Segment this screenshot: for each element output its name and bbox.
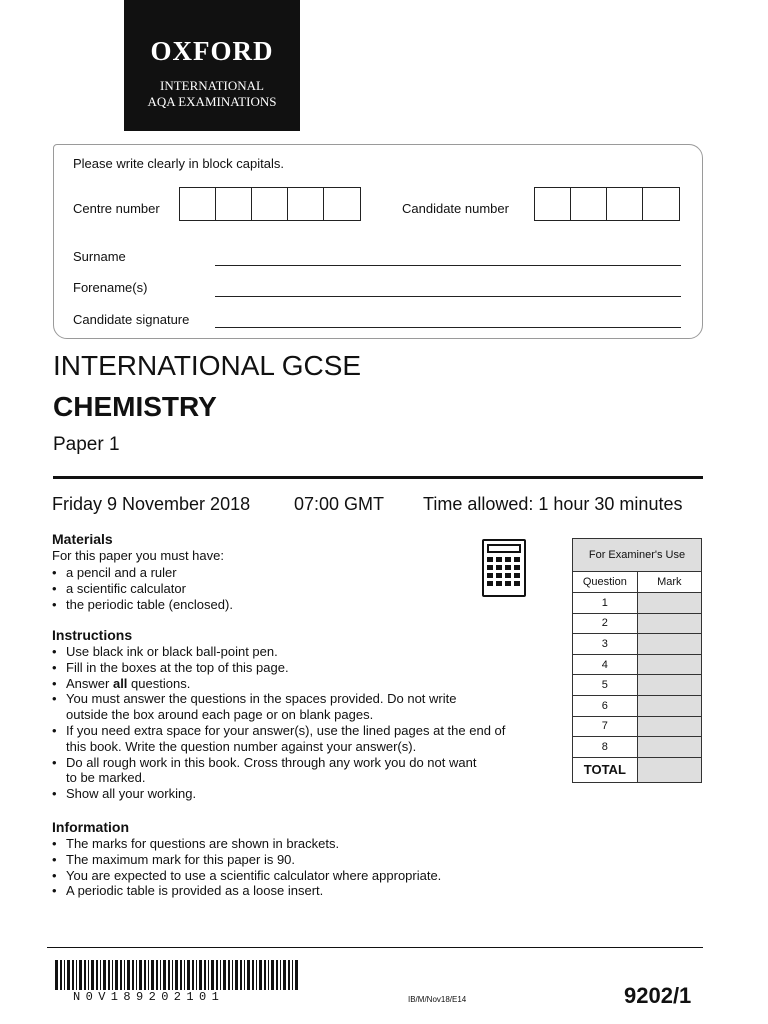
list-item: • Show all your working. — [52, 786, 505, 802]
mark-cell — [637, 737, 701, 758]
list-item-continuation — [52, 739, 505, 755]
centre-number-box[interactable] — [180, 188, 216, 220]
paper-code: 9202/1 — [624, 983, 692, 1008]
calculator-icon — [482, 539, 526, 597]
barcode-bar — [115, 960, 118, 990]
list-item: • a pencil and a ruler — [52, 565, 233, 581]
centre-number-box[interactable] — [252, 188, 288, 220]
list-item: • The maximum mark for this paper is 90. — [52, 852, 441, 868]
barcode-bar — [139, 960, 142, 990]
information-heading: Information — [52, 819, 129, 835]
mark-column-header: Mark — [637, 572, 701, 593]
question-column-header: Question — [573, 572, 638, 593]
barcode-bar — [244, 960, 245, 990]
title-divider — [53, 476, 703, 479]
barcode-bar — [160, 960, 161, 990]
candidate-number-box[interactable] — [535, 188, 571, 220]
surname-field[interactable] — [215, 265, 681, 266]
list-item: • Answer all questions. — [52, 676, 505, 692]
barcode-bar — [60, 960, 62, 990]
barcode-bar — [100, 960, 101, 990]
centre-number-box[interactable] — [216, 188, 252, 220]
subject-title: CHEMISTRY — [53, 391, 217, 422]
barcode-bar — [256, 960, 257, 990]
calculator-icon-graphic — [484, 541, 524, 595]
materials-list — [52, 565, 233, 612]
barcode-bar — [91, 960, 94, 990]
materials-heading: Materials — [52, 531, 113, 547]
barcode-bar — [127, 960, 130, 990]
barcode-bar — [199, 960, 202, 990]
barcode-bar — [259, 960, 262, 990]
question-number: 5 — [573, 675, 638, 696]
surname-label: Surname — [73, 249, 126, 264]
barcode-bar — [235, 960, 238, 990]
centre-number-label: Centre number — [73, 201, 160, 216]
barcode-bar — [163, 960, 166, 990]
logo-line-3: AQA EXAMINATIONS — [147, 94, 277, 109]
candidate-number-box[interactable] — [643, 188, 679, 220]
barcode-bar — [208, 960, 209, 990]
mark-cell — [637, 716, 701, 737]
barcode-bar — [184, 960, 185, 990]
examiner-table-title: For Examiner's Use — [573, 539, 702, 572]
candidate-signature-label: Candidate signature — [73, 312, 190, 327]
barcode-bar — [187, 960, 190, 990]
barcode-bar — [240, 960, 242, 990]
candidate-number-box[interactable] — [607, 188, 643, 220]
continuation-text: this book. Write the question number against your answer(s). — [66, 738, 417, 754]
barcode-bar — [64, 960, 65, 990]
barcode-bar — [55, 960, 58, 990]
barcode-bar — [292, 960, 293, 990]
block-capitals-instruction: Please write clearly in block capitals. — [73, 156, 284, 171]
total-label: TOTAL — [573, 757, 638, 782]
barcode-bar — [88, 960, 89, 990]
barcode-bar — [216, 960, 218, 990]
list-item: • The marks for questions are shown in brackets. — [52, 836, 441, 852]
barcode-bar — [232, 960, 233, 990]
question-number: 3 — [573, 634, 638, 655]
candidate-number-label: Candidate number — [402, 201, 509, 216]
total-row — [573, 757, 702, 782]
barcode-bar — [196, 960, 197, 990]
continuation-text: to be marked. — [66, 770, 146, 786]
mark-cell — [637, 634, 701, 655]
list-item: • the periodic table (enclosed). — [52, 597, 233, 613]
barcode-bar — [96, 960, 98, 990]
question-number: 4 — [573, 654, 638, 675]
mark-cell — [637, 593, 701, 614]
barcode-bar — [276, 960, 278, 990]
mark-cell — [637, 675, 701, 696]
forenames-label: Forename(s) — [73, 280, 148, 295]
barcode-bar — [156, 960, 158, 990]
barcode-bar — [228, 960, 230, 990]
barcode-bar — [180, 960, 182, 990]
candidate-number-box[interactable] — [571, 188, 607, 220]
barcode-bar — [67, 960, 70, 990]
centre-number-box[interactable] — [288, 188, 324, 220]
logo-line-2: INTERNATIONAL — [160, 78, 264, 93]
barcode-bar — [264, 960, 266, 990]
list-item: • You are expected to use a scientific calculator where appropriate. — [52, 868, 441, 884]
list-item: • A periodic table is provided as a loose insert. — [52, 883, 441, 899]
instructions-heading: Instructions — [52, 627, 133, 643]
barcode-bar — [268, 960, 269, 990]
mark-cell — [637, 695, 701, 716]
barcode-bar — [223, 960, 226, 990]
list-item: • a scientific calculator — [52, 581, 233, 597]
barcode-bar — [148, 960, 149, 990]
barcode-bar — [144, 960, 146, 990]
table-row — [573, 675, 702, 696]
mark-cell — [637, 613, 701, 634]
centre-number-box[interactable] — [324, 188, 360, 220]
question-number: 2 — [573, 613, 638, 634]
footer-divider — [47, 947, 703, 948]
barcode-bar — [136, 960, 137, 990]
information-list — [52, 836, 441, 899]
barcode-bar — [175, 960, 178, 990]
oxford-aqa-logo — [124, 0, 300, 131]
centre-number-boxes[interactable] — [179, 187, 361, 221]
exam-date: Friday 9 November 2018 — [52, 494, 251, 514]
barcode-number: N0V189202101 — [73, 990, 225, 1004]
barcode-bar — [271, 960, 274, 990]
table-row — [573, 654, 702, 675]
barcode-bar — [103, 960, 106, 990]
barcode-bar — [84, 960, 86, 990]
barcode-bar — [72, 960, 74, 990]
list-item-continuation — [52, 770, 505, 786]
list-item: • Use black ink or black ball-point pen. — [52, 644, 505, 660]
instructions-list — [52, 644, 505, 802]
candidate-details-box — [53, 144, 703, 339]
list-item: • Do all rough work in this book. Cross through any work you do not want — [52, 755, 505, 771]
list-item: • If you need extra space for your answer(s), use the lined pages at the end of — [52, 723, 505, 739]
paper-reference: IB/M/Nov18/E14 — [408, 995, 467, 1004]
qualification-title: INTERNATIONAL GCSE — [53, 350, 362, 381]
barcode-graphic — [55, 960, 299, 990]
barcode-bar — [151, 960, 154, 990]
question-number: 1 — [573, 593, 638, 614]
barcode-bar — [288, 960, 290, 990]
barcode-bar — [211, 960, 214, 990]
list-item-continuation — [52, 707, 505, 723]
examiner-use-table — [572, 538, 702, 783]
barcode-bar — [295, 960, 298, 990]
barcode-bar — [120, 960, 122, 990]
candidate-number-boxes[interactable] — [534, 187, 680, 221]
table-row — [573, 634, 702, 655]
barcode-bar — [79, 960, 82, 990]
table-row — [573, 737, 702, 758]
barcode-bar — [172, 960, 173, 990]
question-number: 8 — [573, 737, 638, 758]
barcode-bar — [247, 960, 250, 990]
barcode — [55, 960, 299, 990]
barcode-bar — [192, 960, 194, 990]
table-row — [573, 593, 702, 614]
materials-intro: For this paper you must have: — [52, 548, 224, 563]
barcode-bar — [168, 960, 170, 990]
barcode-bar — [204, 960, 206, 990]
barcode-bar — [112, 960, 113, 990]
continuation-text: outside the box around each page or on blank pages. — [66, 707, 374, 723]
mark-cell — [637, 654, 701, 675]
table-row — [573, 716, 702, 737]
exam-time: 07:00 GMT — [294, 494, 385, 514]
paper-title: Paper 1 — [53, 434, 120, 455]
forenames-field[interactable] — [215, 296, 681, 297]
barcode-bar — [76, 960, 77, 990]
barcode-bar — [108, 960, 110, 990]
barcode-bar — [132, 960, 134, 990]
signature-field[interactable] — [215, 327, 681, 328]
barcode-bar — [124, 960, 125, 990]
list-item: • You must answer the questions in the spaces provided. Do not write — [52, 691, 505, 707]
list-item: • Fill in the boxes at the top of this page. — [52, 660, 505, 676]
table-row — [573, 695, 702, 716]
time-allowed: Time allowed: 1 hour 30 minutes — [423, 494, 683, 514]
total-mark-cell — [637, 757, 701, 782]
emphasis-text: all — [112, 675, 128, 691]
barcode-bar — [280, 960, 281, 990]
barcode-bar — [220, 960, 221, 990]
table-row — [573, 613, 702, 634]
barcode-bar — [283, 960, 286, 990]
question-number: 7 — [573, 716, 638, 737]
barcode-bar — [252, 960, 254, 990]
question-number: 6 — [573, 695, 638, 716]
logo-line-1: OXFORD — [150, 36, 274, 66]
